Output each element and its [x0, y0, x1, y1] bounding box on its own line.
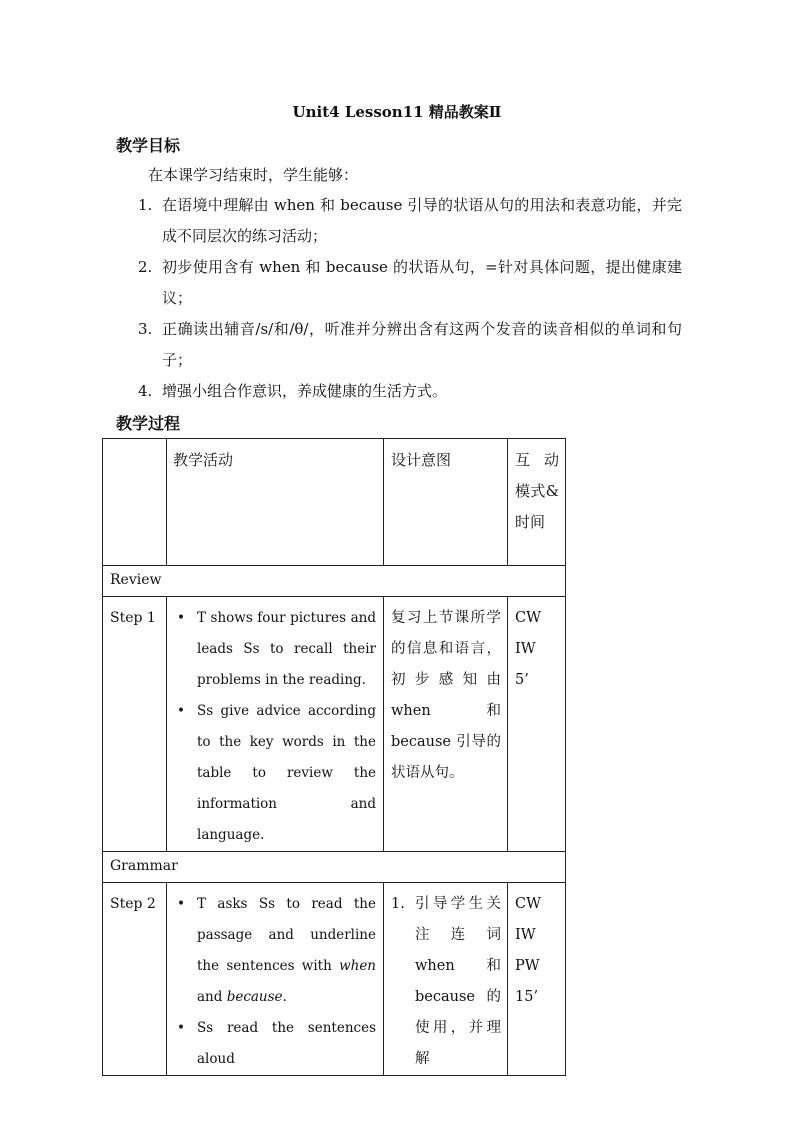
mode-line: 15’ — [515, 989, 539, 1005]
activities-cell — [167, 883, 384, 1076]
keyword-because: because — [226, 989, 283, 1005]
activity-item: • Ss give advice according to the key words in the table to review the information and language. — [173, 696, 376, 851]
objective-text: 初步使用含有 when 和 because 的状语从句，=针对具体问题，提出健康建议； — [162, 258, 682, 307]
document-title: Unit4 Lesson11 精品教案Ⅱ — [292, 103, 502, 121]
header-design: 设计意图 — [384, 439, 508, 566]
activity-text: and — [197, 989, 227, 1005]
section-row-grammar — [103, 852, 566, 883]
mode-line: CW — [515, 896, 541, 912]
activity-item: • Ss read the sentences aloud — [173, 1013, 376, 1075]
section-label-grammar: Grammar — [103, 852, 566, 883]
step-label: Step 1 — [103, 597, 167, 852]
table-header-row — [103, 439, 566, 566]
objective-item — [138, 252, 682, 314]
objective-text: 增强小组合作意识，养成健康的生活方式。 — [162, 382, 448, 400]
objective-number: 2. — [138, 258, 153, 276]
objective-item — [138, 376, 682, 407]
design-number: 1. — [391, 896, 405, 912]
activity-item — [173, 889, 376, 1013]
mode-line: IW — [515, 927, 536, 943]
design-item — [391, 889, 501, 1075]
table-row — [103, 597, 566, 852]
activity-text: . — [282, 989, 287, 1005]
objective-item — [138, 190, 682, 252]
objective-item — [138, 314, 682, 376]
design-text: 引导学生关注连词 when 和 because 的使用，并理解 — [415, 896, 501, 1067]
design-cell — [384, 883, 508, 1076]
design-cell: 复习上节课所学的信息和语言，初步感知由 when 和 because 引导的状语从句。 — [384, 597, 508, 852]
activity-item: • T shows four pictures and leads Ss to recall their problems in the reading. — [173, 603, 376, 696]
lesson-plan-table — [102, 438, 566, 1076]
table-row — [103, 883, 566, 1076]
section-heading-process: 教学过程 — [116, 414, 181, 433]
mode-line: IW — [515, 641, 536, 657]
mode-line: PW — [515, 958, 540, 974]
step-label: Step 2 — [103, 883, 167, 1076]
header-activities: 教学活动 — [167, 439, 384, 566]
header-mode: 互动模式&时间 — [508, 439, 566, 566]
objective-number: 1. — [138, 196, 153, 214]
section-label-review: Review — [103, 566, 566, 597]
keyword-when: when — [339, 958, 376, 974]
objective-number: 4. — [138, 382, 153, 400]
header-empty-cell — [103, 439, 167, 566]
mode-line: CW — [515, 610, 541, 626]
activities-cell — [167, 597, 384, 852]
mode-cell — [508, 597, 566, 852]
objective-text: 正确读出辅音/s/和/θ/，听准并分辨出含有这两个发音的读音相似的单词和句子； — [162, 320, 682, 369]
activity-text: T asks Ss to read the passage and underline the sentences with — [197, 896, 376, 974]
goals-intro: 在本课学习结束时，学生能够： — [148, 166, 359, 184]
section-heading-goals: 教学目标 — [116, 136, 181, 155]
section-row-review — [103, 566, 566, 597]
mode-line: 5’ — [515, 672, 529, 688]
objective-number: 3. — [138, 320, 153, 338]
mode-cell — [508, 883, 566, 1076]
objective-text: 在语境中理解由 when 和 because 引导的状语从句的用法和表意功能，并完成不同层次的练习活动； — [162, 196, 682, 245]
